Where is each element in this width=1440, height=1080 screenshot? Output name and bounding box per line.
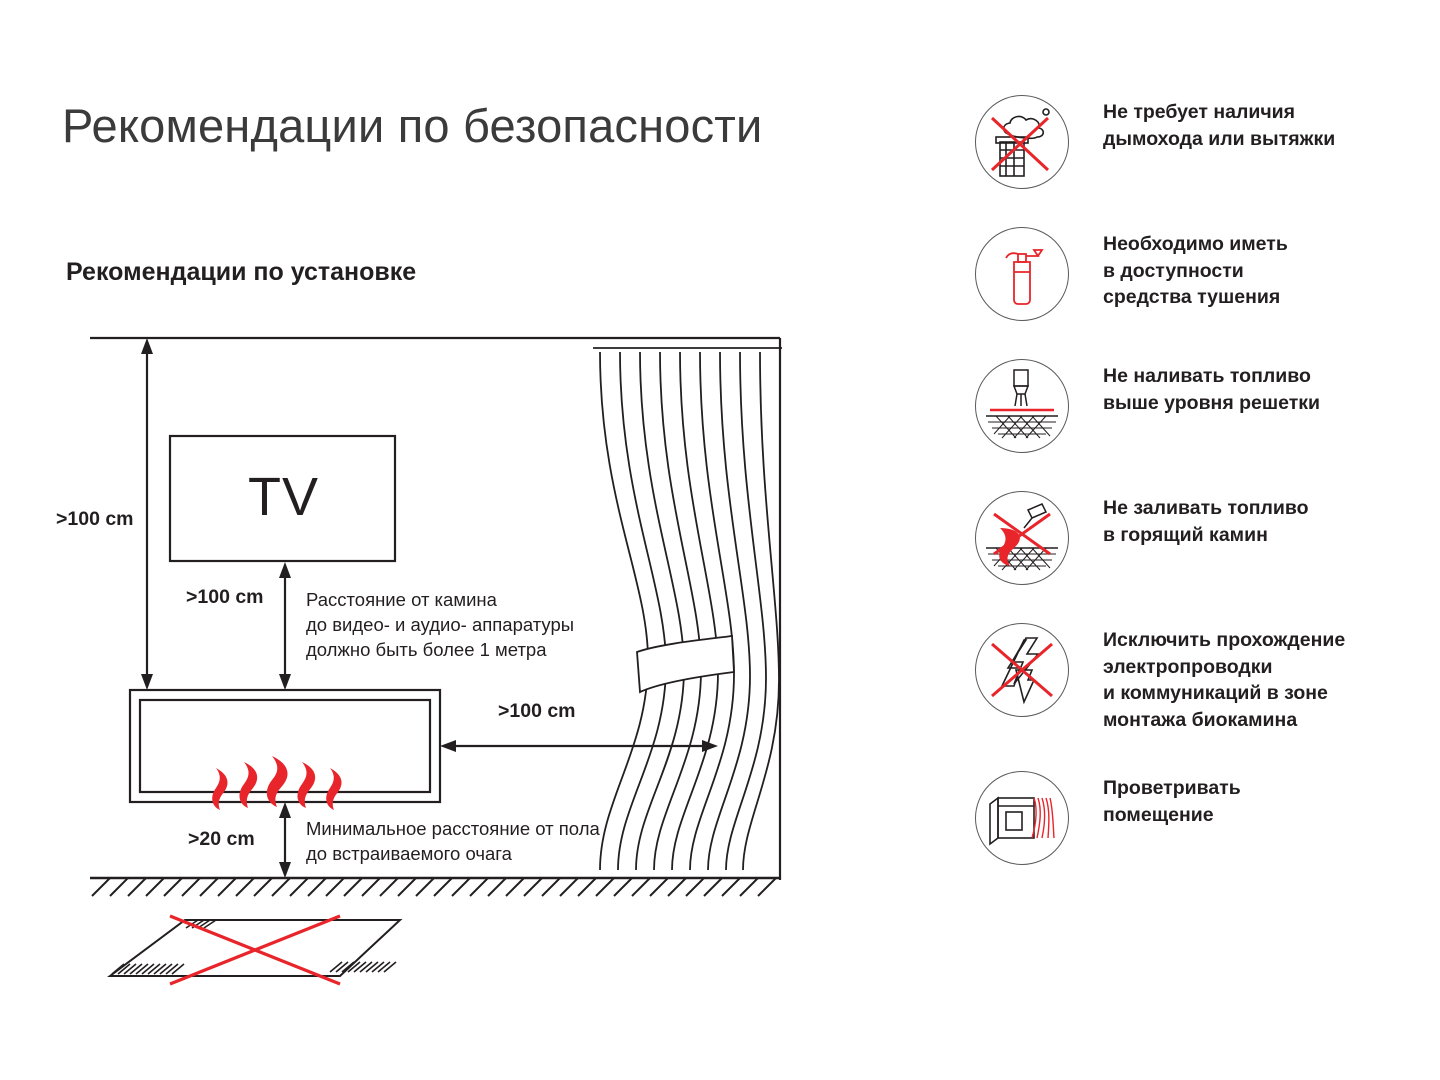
curtain-flow — [1032, 798, 1054, 838]
no-refuel-burning-fireplace-icon — [975, 491, 1069, 585]
note-floor-distance — [306, 816, 600, 866]
note-floor-line-2: до встраиваемого очага — [306, 843, 512, 864]
section-title: Рекомендации по установке — [66, 258, 417, 286]
no-overfill-above-grate-icon — [975, 359, 1069, 453]
text-line: в горящий камин — [1103, 523, 1268, 546]
dim-floor-label: >20 cm — [188, 828, 255, 850]
tv-label: TV — [248, 467, 320, 527]
text-line: выше уровня решетки — [1103, 391, 1321, 414]
text-line: дымохода или вытяжки — [1103, 127, 1336, 150]
text-line: в доступности — [1103, 259, 1244, 282]
forbidden-rug — [110, 916, 400, 984]
dim-curtain-label: >100 cm — [498, 700, 576, 722]
fire-extinguisher-icon — [975, 227, 1069, 321]
red-cross — [992, 644, 1052, 696]
no-chimney-icon — [975, 95, 1069, 189]
text-line: Не заливать топливо — [1103, 497, 1309, 519]
safety-item-text — [1103, 491, 1309, 548]
safety-item-no-refuel-burning — [975, 491, 1415, 585]
safety-item-text — [1103, 95, 1335, 152]
dim-tv-label: >100 cm — [186, 586, 264, 608]
note-tv-distance — [306, 587, 574, 662]
text-line: электропроводки — [1103, 655, 1273, 678]
safety-item-no-wiring — [975, 623, 1415, 733]
text-line: Необходимо иметь — [1103, 233, 1288, 255]
text-line: Не наливать топливо — [1103, 365, 1311, 387]
page-title: Рекомендации по безопасности — [62, 99, 763, 152]
dim-ceiling-label: >100 cm — [56, 508, 134, 530]
text-line: помещение — [1103, 803, 1214, 826]
curtain — [593, 348, 782, 870]
text-line: средства тушения — [1103, 286, 1281, 308]
no-electrical-wiring-icon — [975, 623, 1069, 717]
text-line: Исключить прохождение — [1103, 629, 1346, 651]
floor-hatch — [92, 878, 776, 896]
note-tv-line-3: должно быть более 1 метра — [306, 639, 547, 660]
note-tv-line-2: до видео- и аудио- аппаратуры — [306, 614, 575, 635]
text-line: Проветривать — [1103, 777, 1241, 799]
red-cross-rug — [170, 916, 340, 984]
safety-item-extinguisher — [975, 227, 1415, 321]
safety-item-text — [1103, 359, 1320, 416]
safety-item-text — [1103, 771, 1241, 828]
ventilate-room-icon — [975, 771, 1069, 865]
note-tv-line-1: Расстояние от камина — [306, 589, 497, 610]
installation-diagram — [40, 300, 920, 1000]
text-line: Не требует наличия — [1103, 101, 1296, 123]
text-line: и коммуникаций в зоне — [1103, 682, 1328, 704]
note-floor-line-1: Минимальное расстояние от пола — [306, 818, 600, 839]
safety-item-text — [1103, 623, 1345, 733]
safety-item-no-chimney — [975, 95, 1415, 189]
safety-item-no-overfill — [975, 359, 1415, 453]
safety-icon-list — [975, 95, 1415, 865]
fireplace-outer — [130, 690, 440, 802]
safety-item-text — [1103, 227, 1288, 311]
text-line: монтажа биокамина — [1103, 708, 1298, 731]
safety-item-ventilate — [975, 771, 1415, 865]
